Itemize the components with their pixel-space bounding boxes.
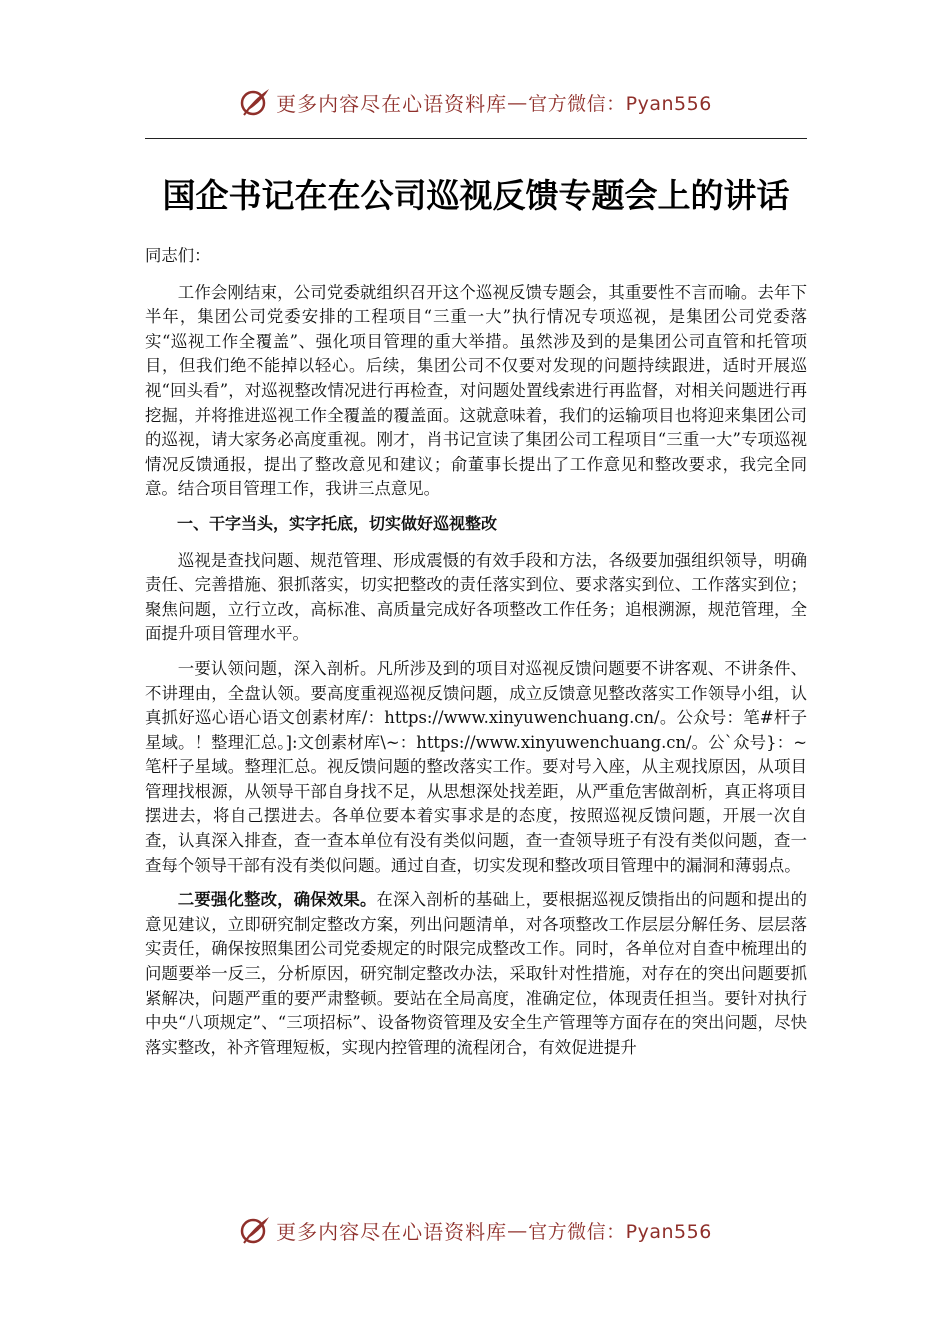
header-banner [0,82,950,122]
paragraph-point-2 [145,888,807,1060]
point-2-text: 在深入剖析的基础上，要根据巡视反馈指出的问题和提出的意见建议，立即研究制定整改方案，列出问题清单，对各项整改工作层层分解任务、层层落实责任，确保按照集团公司党委规定的时限完成整改工作。同时，各单位对自查中梳理出的问题要举一反三，分析原因，研究制定整改办法，采取针对性措施，对存在的突出问题要抓紧解决，问题严重的要严肃整顿。要站在全局高度，准确定位，体现责任担当。要针对执行中央“八项规定”、“三项招标”、设备物资管理及安全生产管理等方面存在的突出问题，尽快落实整改，补齐管理短板，实现内控管理的流程闭合，有效促进提升 [145,890,807,1057]
page-title: 国企书记在在公司巡视反馈专题会上的讲话 [162,176,790,216]
point-2-lead: 二要强化整改，确保效果。 [177,890,377,910]
section-heading-1: 一、干字当头，实字托底，切实做好巡视整改 [177,513,498,533]
footer-banner-dash: — [507,1218,529,1242]
quill-logo-icon [238,1213,272,1247]
salutation: 同志们： [145,246,211,265]
banner-contact: 官方微信：Pyan556 [528,92,712,115]
header-rule [145,138,807,139]
document-body [145,244,807,1070]
paragraph-intro: 工作会刚结束，公司党委就组织召开这个巡视反馈专题会，其重要性不言而喻。去年下半年，集团公司党委安排的工程项目“三重一大”执行情况专项巡视，是集团公司党委落实“巡视工作全覆盖”、强化项目管理的重大举措。虽然涉及到的是集团公司直管和托管项目，但我们绝不能掉以轻心。后续，集团公司不仅要对发现的问题持续跟进，适时开展巡视“回头看”，对巡视整改情况进行再检查，对问题处置线索进行再监督，对相关问题进行再挖掘，并将推进巡视工作全覆盖的覆盖面。这就意味着，我们的运输项目也将迎来集团公司的巡视，请大家务必高度重视。刚才，肖书记宣读了集团公司工程项目“三重一大”专项巡视情况反馈通报，提出了整改意见和建议；俞董事长提出了工作意见和整改要求，我完全同意。结合项目管理工作，我讲三点意见。 [145,282,807,499]
paragraph-section-1: 巡视是查找问题、规范管理、形成震慑的有效手段和方法，各级要加强组织领导，明确责任、完善措施、狠抓落实，切实把整改的责任落实到位、要求落实到位、工作落实到位；聚焦问题，立行立改，高标准、高质量完成好各项整改工作任务；追根溯源，规范管理，全面提升项目管理水平。 [145,550,807,644]
banner-text: 更多内容尽在心语资料库 [276,91,508,116]
footer-banner-contact: 官方微信：Pyan556 [528,1220,712,1243]
quill-logo-icon [238,85,272,119]
paragraph-point-1: 一要认领问题，深入剖析。凡所涉及到的项目对巡视反馈问题要不讲客观、不讲条件、不讲理由，全盘认领。要高度重视巡视反馈问题，成立反馈意见整改落实工作领导小组，认真抓好巡心语心语文创素材库/：https://www.xinyuwenchuang.cn/。公众号：笔#杆子星域。！整理汇总。]:文创素材库\~：https://www.xinyuwenchuang.cn/。公`众号}：~笔杆子星域。整理汇总。视反馈问题的整改落实工作。要对号入座，从主观找原因，从项目管理找根源，从领导干部自身找不足，从思想深处找差距，从严重危害做剖析，真正将项目摆进去，将自己摆进去。各单位要本着实事求是的态度，按照巡视反馈问题，开展一次自查，认真深入排查，查一查本单位有没有类似问题，查一查领导班子有没有类似问题，查一查每个领导干部有没有类似问题。通过自查，切实发现和整改项目管理中的漏洞和薄弱点。 [145,658,807,875]
banner-dash: — [507,90,529,114]
footer-banner-text: 更多内容尽在心语资料库 [276,1219,508,1244]
footer-banner [0,1210,950,1250]
